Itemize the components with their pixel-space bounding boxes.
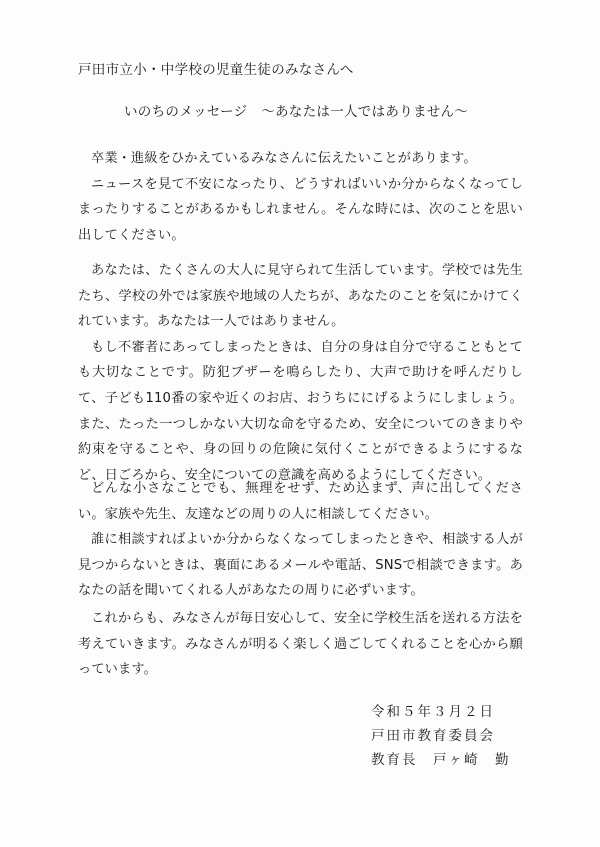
addressee-line: 戸田市立小・中学校の児童生徒のみなさんへ (78, 62, 354, 78)
paragraph-1 (78, 146, 523, 248)
paragraph-1-line-2: ニュースを見て不安になったり、どうすればいいか分からなくなってしまったりすることがあるかもしれません。そんな時には、次のことを思い出してください。 (78, 176, 523, 243)
paragraph-4 (78, 606, 523, 683)
paragraph-3 (78, 476, 523, 604)
signature-date: 令和５年３月２日 (371, 704, 495, 720)
paragraph-2 (78, 258, 523, 488)
paragraph-2-part-1: あなたは、たくさんの大人に見守られて生活しています。学校では先生たち、学校の外では家族や地域の人たちが、あなたのことを気にかけてくれています。あなたは一人ではありません。 (78, 263, 523, 330)
paragraph-4-part-1: これからも、みなさんが毎日安心して、安全に学校生活を送れる方法を考えていきます。みなさんが明るく楽しく過ごしてくれることを心から願っています。 (78, 611, 523, 678)
paragraph-3-part-1: どんな小さなことでも、無理をせず、ため込まず、声に出してください。家族や先生、友達などの周りの人に相談してください。 (78, 481, 523, 522)
page-title: いのちのメッセージ ～あなたは一人ではありません～ (124, 104, 469, 120)
signature-organization: 戸田市教育委員会 (371, 728, 495, 744)
paragraph-2-part-2: もし不審者にあってしまったときは、自分の身は自分で守ることもとても大切なことです。防犯ブザーを鳴らしたり、大声で助けを呼んだりして、子ども110番の家や近くのお店、おうちににげるようにしましょう。また、たった一つしかない大切な命を守るため、安全についてのきまりや約束を守ることや、身の回りの危険に気付くことができるようにするなど、日ごろから、安全についての意識を高めるようにしてください。 (78, 339, 523, 483)
paragraph-3-part-2: 誰に相談すればよいか分からなくなってしまったときや、相談する人が見つからないときは、裏面にあるメールや電話、SNSで相談できます。あなたの話を聞いてくれる人があなたの周りに必ずいます。 (78, 532, 523, 599)
paragraph-1-line-1: 卒業・進級をひかえているみなさんに伝えたいことがあります。 (91, 151, 477, 166)
signature-block (371, 700, 511, 772)
signature-signer: 教育長 戸ヶ崎 勤 (371, 752, 511, 768)
